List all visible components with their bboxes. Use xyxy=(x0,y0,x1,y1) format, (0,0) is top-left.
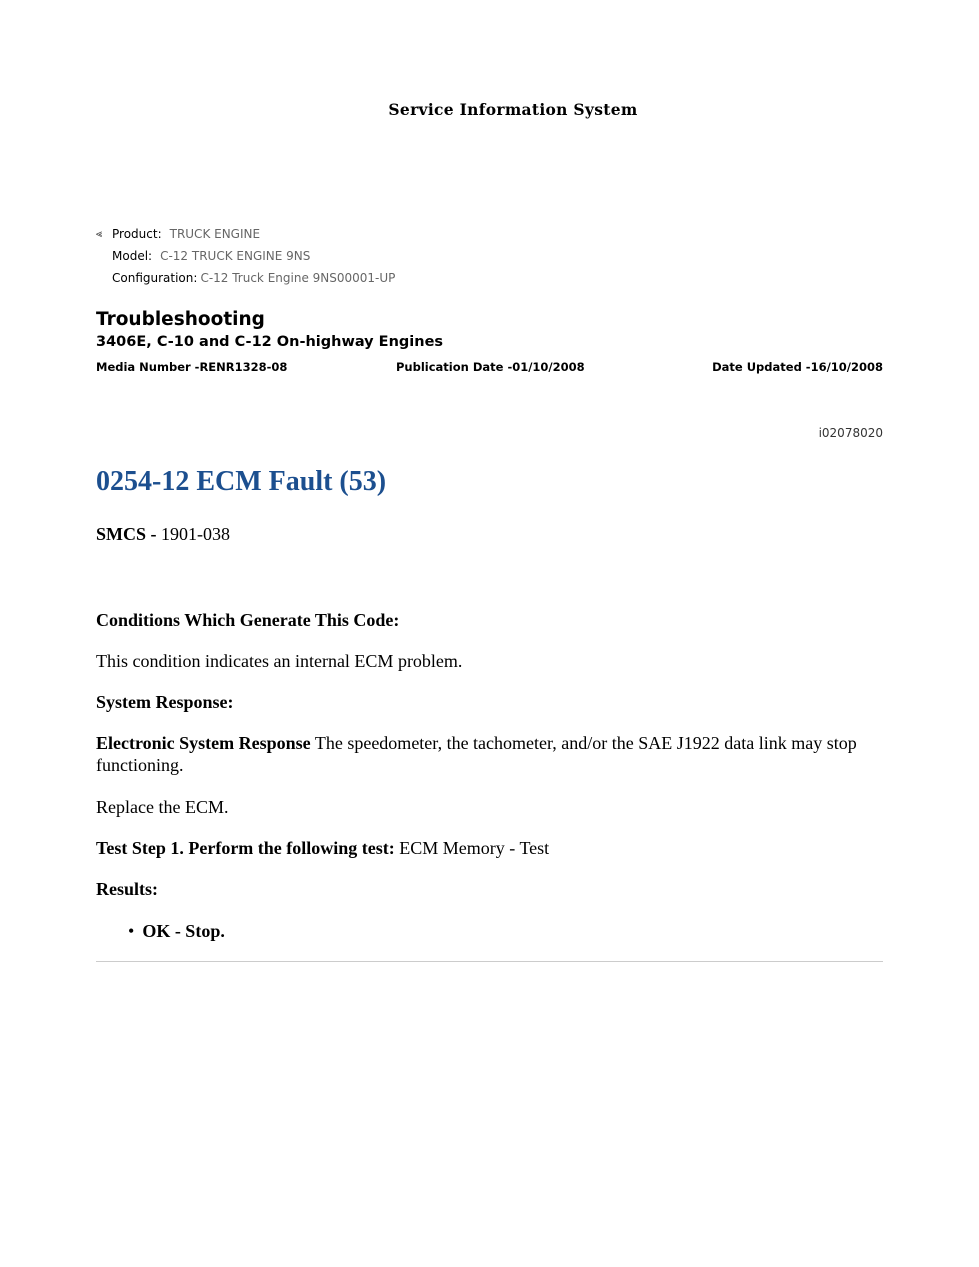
smcs-line xyxy=(96,523,883,545)
site-title: Service Information System xyxy=(388,100,638,119)
conditions-heading: Conditions Which Generate This Code: xyxy=(96,610,400,630)
response-text: The speedometer, the tachometer, and/or the SAE J1922 data link may stop functioning. xyxy=(96,733,857,775)
results-heading: Results: xyxy=(96,879,158,899)
test-step-text: ECM Memory - Test xyxy=(399,838,550,858)
response-label: Electronic System Response xyxy=(96,733,311,753)
product-label: Product: xyxy=(112,227,162,241)
document-id: i02078020 xyxy=(818,426,883,440)
product-value: TRUCK ENGINE xyxy=(169,227,261,241)
configuration-label: Configuration: xyxy=(112,271,198,285)
bullet: • xyxy=(128,921,135,941)
replace-text: Replace the ECM. xyxy=(96,797,229,817)
document-subtitle: 3406E, C-10 and C-12 On-highway Engines xyxy=(96,334,444,350)
model-value: C-12 TRUCK ENGINE 9NS xyxy=(160,249,311,263)
smcs-label: SMCS - xyxy=(96,524,157,544)
document-title: Troubleshooting xyxy=(96,309,265,330)
publication-date: Publication Date -01/10/2008 xyxy=(396,360,585,374)
smcs-value: 1901-038 xyxy=(161,524,231,544)
model-row xyxy=(96,245,395,267)
media-number: Media Number -RENR1328-08 xyxy=(96,360,288,374)
configuration-row xyxy=(96,267,395,289)
test-step-label: Test Step 1. Perform the following test: xyxy=(96,838,395,858)
collapse-arrow-icon[interactable]: ⪡ xyxy=(96,227,103,240)
configuration-value: C-12 Truck Engine 9NS00001-UP xyxy=(200,271,396,285)
model-label: Model: xyxy=(112,249,153,263)
conditions-text: This condition indicates an internal ECM problem. xyxy=(96,651,463,671)
system-response-paragraph xyxy=(96,732,883,776)
product-row xyxy=(96,223,395,245)
system-response-heading: System Response: xyxy=(96,692,234,712)
divider xyxy=(96,961,883,962)
list-item xyxy=(128,920,728,942)
product-info xyxy=(96,223,395,289)
result-text: OK - Stop. xyxy=(142,921,225,941)
article-heading: 0254-12 ECM Fault (53) xyxy=(96,466,387,497)
test-step xyxy=(96,837,883,859)
date-updated: Date Updated -16/10/2008 xyxy=(712,360,883,374)
